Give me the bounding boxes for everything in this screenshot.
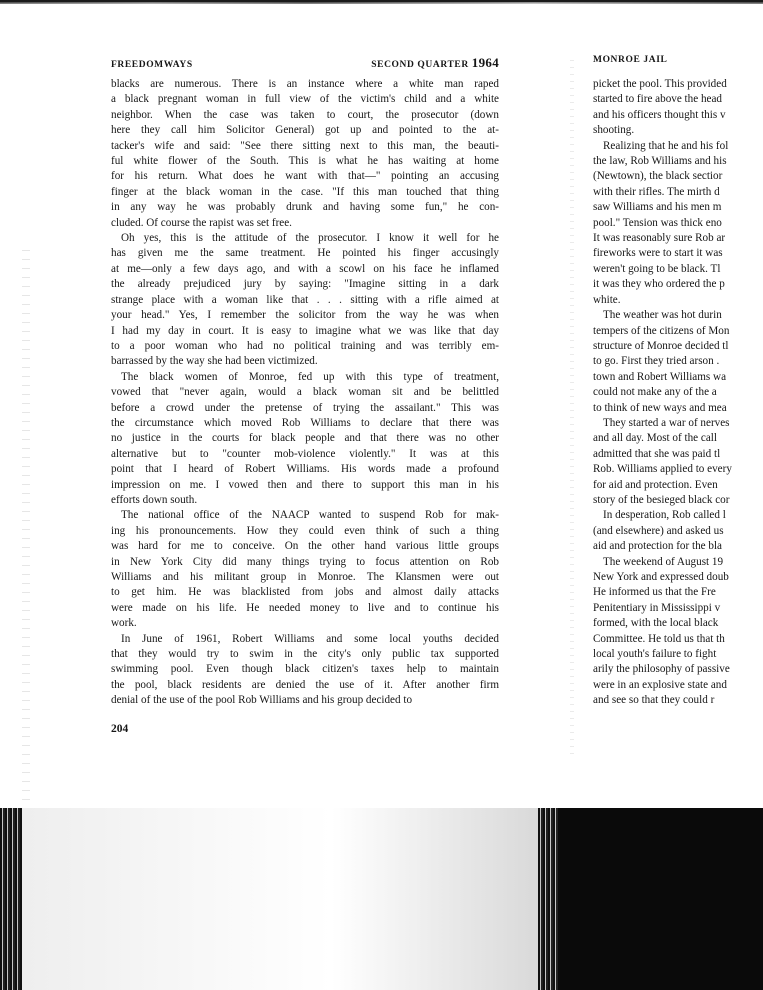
right-text-line: structure of Monroe decided tl [593,339,729,352]
left-text-line: The national office of the NAACP wanted to suspend Rob for mak- [121,509,499,522]
left-text-line: swimming pool. Even though black citizen's taxes help to maintain [111,663,499,676]
left-text-line: In June of 1961, Robert Williams and some local youths decided [121,632,499,645]
right-text-line: tempers of the citizens of Mon [593,324,730,337]
scan-page-underside [22,808,538,990]
right-running-head [593,55,763,77]
left-text-line: cluded. Of course the rapist was set free. [111,216,292,229]
left-text-line: vowed that "never again, would a black woman sit and be belittled [111,386,499,399]
issue-quarter: SECOND QUARTER [371,60,469,70]
scan-top-edge [0,0,763,14]
left-text-line: for his return. What does he want with that—" pointing an accusing [111,170,499,183]
left-text-line: alternative but to "counter mob-violence violently." It was at this [111,447,499,460]
left-text-line: Williams and his militant group in Monroe. The Klansmen were out [111,571,499,583]
issue-year: 1964 [471,55,499,70]
left-body-text [111,77,499,709]
chapter-title: MONROE JAIL [593,55,668,65]
right-text-line: It was reasonably sure Rob ar [593,232,726,245]
left-text-line: barrassed by the way she had been victimized. [111,355,318,368]
right-text-line: weren't going to be black. Tl [593,262,721,275]
left-page [111,55,499,709]
right-body-text [593,77,763,709]
left-text-line: strange place with a woman like that . . . sitting with a rifle aimed at [111,293,499,306]
right-text-line: Penitentiary in Mississippi v [593,601,721,614]
right-text-line: admitted that she was paid tl [593,447,721,460]
scan-edge-left [0,808,22,990]
right-text-line: white. [593,293,621,306]
left-text-line: denial of the use of the pool Rob Williams and his group decided to [111,694,413,707]
left-text-line: the already prejudiced jury by saying: "Imagine sitting in a dark [111,278,499,291]
right-text-line: aid and protection for the bla [593,540,722,553]
left-text-line: neighbor. When the case was taken to court, the prosecutor (down [111,108,499,121]
left-text-line: finger at the black woman in the case. "If this man touched that thing [111,185,499,198]
left-text-line: that they would try to swim in the city's only public tax supported [111,648,499,661]
right-text-line: Rob. Williams applied to every [593,463,732,476]
right-text-line: pool." Tension was thick eno [593,216,722,229]
left-text-line: the pool, black residents are denied the use of it. After another firm [111,678,499,691]
left-text-line: no justice in the courts for black people and that there was no other [111,432,499,445]
left-text-line: I had my day in court. It is easy to imagine what we was like that day [111,324,499,337]
right-text-line: In desperation, Rob called l [603,509,726,522]
right-text-line: to think of new ways and mea [593,401,727,414]
right-text-line: with their rifles. The mirth d [593,185,720,198]
right-text-line: to go. First they tried arson . [593,355,720,368]
right-text-line: it was they who ordered the p [593,278,725,291]
right-text-line: the law, Rob Williams and his [593,155,727,168]
right-text-line: saw Williams and his men m [593,201,722,214]
right-text-line: The weekend of August 19 [603,555,724,568]
right-text-line: for aid and protection. Even [593,478,718,491]
right-text-line: (Newtown), the black sectior [593,170,723,183]
left-text-line: your head." Yes, I remember the solicitor from the way he was when [111,309,499,322]
left-text-line: a black pregnant woman in full view of the victim's child and a white [111,93,499,106]
left-text-line: work. [111,617,137,630]
scan-gutter-noise [570,60,574,760]
issue-label [371,55,499,71]
right-text-line: could not make any of the a [593,386,717,399]
right-text-line: picket the pool. This provided [593,78,727,90]
right-text-line: (and elsewhere) and asked us [593,524,724,537]
right-text-line: and see so that they could r [593,694,715,707]
left-text-line: here they call him Solicitor General) got up and pointed to the at- [111,124,499,137]
left-text-line: The black women of Monroe, fed up with this type of treatment, [121,370,499,383]
left-text-line: tacker's wife and said: "See there sitting next to this man, the beauti- [111,139,499,152]
left-running-head [111,55,499,77]
right-text-line: formed, with the local black [593,617,719,630]
left-text-line: has given me the same treatment. He pointed his finger accusingly [111,247,499,260]
right-text-line: Realizing that he and his fol [603,139,729,152]
right-text-line: and his officers thought this v [593,108,726,121]
page-number: 204 [111,723,129,735]
left-text-line: in any way he was probably drunk and having some fun," he con- [111,201,499,214]
left-text-line: the circumstance which moved Rob Williams to declare that there was [111,416,499,429]
right-text-line: story of the besieged black cor [593,493,730,506]
left-text-line: Oh yes, this is the attitude of the prosecutor. I know it well for he [121,232,499,245]
left-text-line: impression on me. I vowed then and there to support this man in his [111,478,499,491]
right-text-line: arily the philosophy of passive [593,663,730,676]
left-text-line: ing his pronouncements. How they could even think of such a thing [111,524,499,537]
right-text-line: were in an explosive state and [593,678,727,691]
journal-name: FREEDOMWAYS [111,60,193,70]
left-text-line: to get him. He was blacklisted from jobs and almost daily attacks [111,586,499,599]
left-text-line: ful white flower of the South. This is what he has waiting at home [111,155,499,168]
right-text-line: started to fire above the head [593,93,722,106]
right-text-line: town and Robert Williams wa [593,370,727,383]
scan-margin-noise [22,250,30,850]
right-page [593,55,763,709]
scan-gutter-shadow [538,808,558,990]
right-text-line: Committee. He told us that th [593,632,725,645]
left-text-line: to a poor woman who had no political training and was terribly em- [111,339,499,352]
right-text-line: They started a war of nerves [603,416,730,429]
left-text-line: blacks are numerous. There is an instance where a white man raped [111,78,499,90]
left-text-line: efforts down south. [111,493,198,506]
scan-dark-band [0,808,763,990]
left-text-line: was hard for me to conceive. On the other hand various little groups [111,540,499,553]
left-text-line: were made on his life. He needed money to live and to continue his [111,601,499,614]
right-text-line: fireworks were to start it was [593,247,723,260]
right-text-line: He informed us that the Fre [593,586,716,599]
right-text-line: and all day. Most of the call [593,432,717,445]
left-text-line: before a crowd under the pretense of trying the assailant." This was [111,401,499,414]
left-text-line: at me—only a few days ago, and with a scowl on his face he inflamed [111,262,499,275]
right-text-line: New York and expressed doub [593,571,729,583]
left-text-line: point that I heard of Robert Williams. His words made a profound [111,463,499,476]
right-text-line: The weather was hot durin [603,309,722,322]
left-text-line: in New York City did many things trying to focus attention on Rob [111,555,499,568]
right-text-line: shooting. [593,124,635,137]
right-text-line: local youth's failure to fight [593,648,717,661]
